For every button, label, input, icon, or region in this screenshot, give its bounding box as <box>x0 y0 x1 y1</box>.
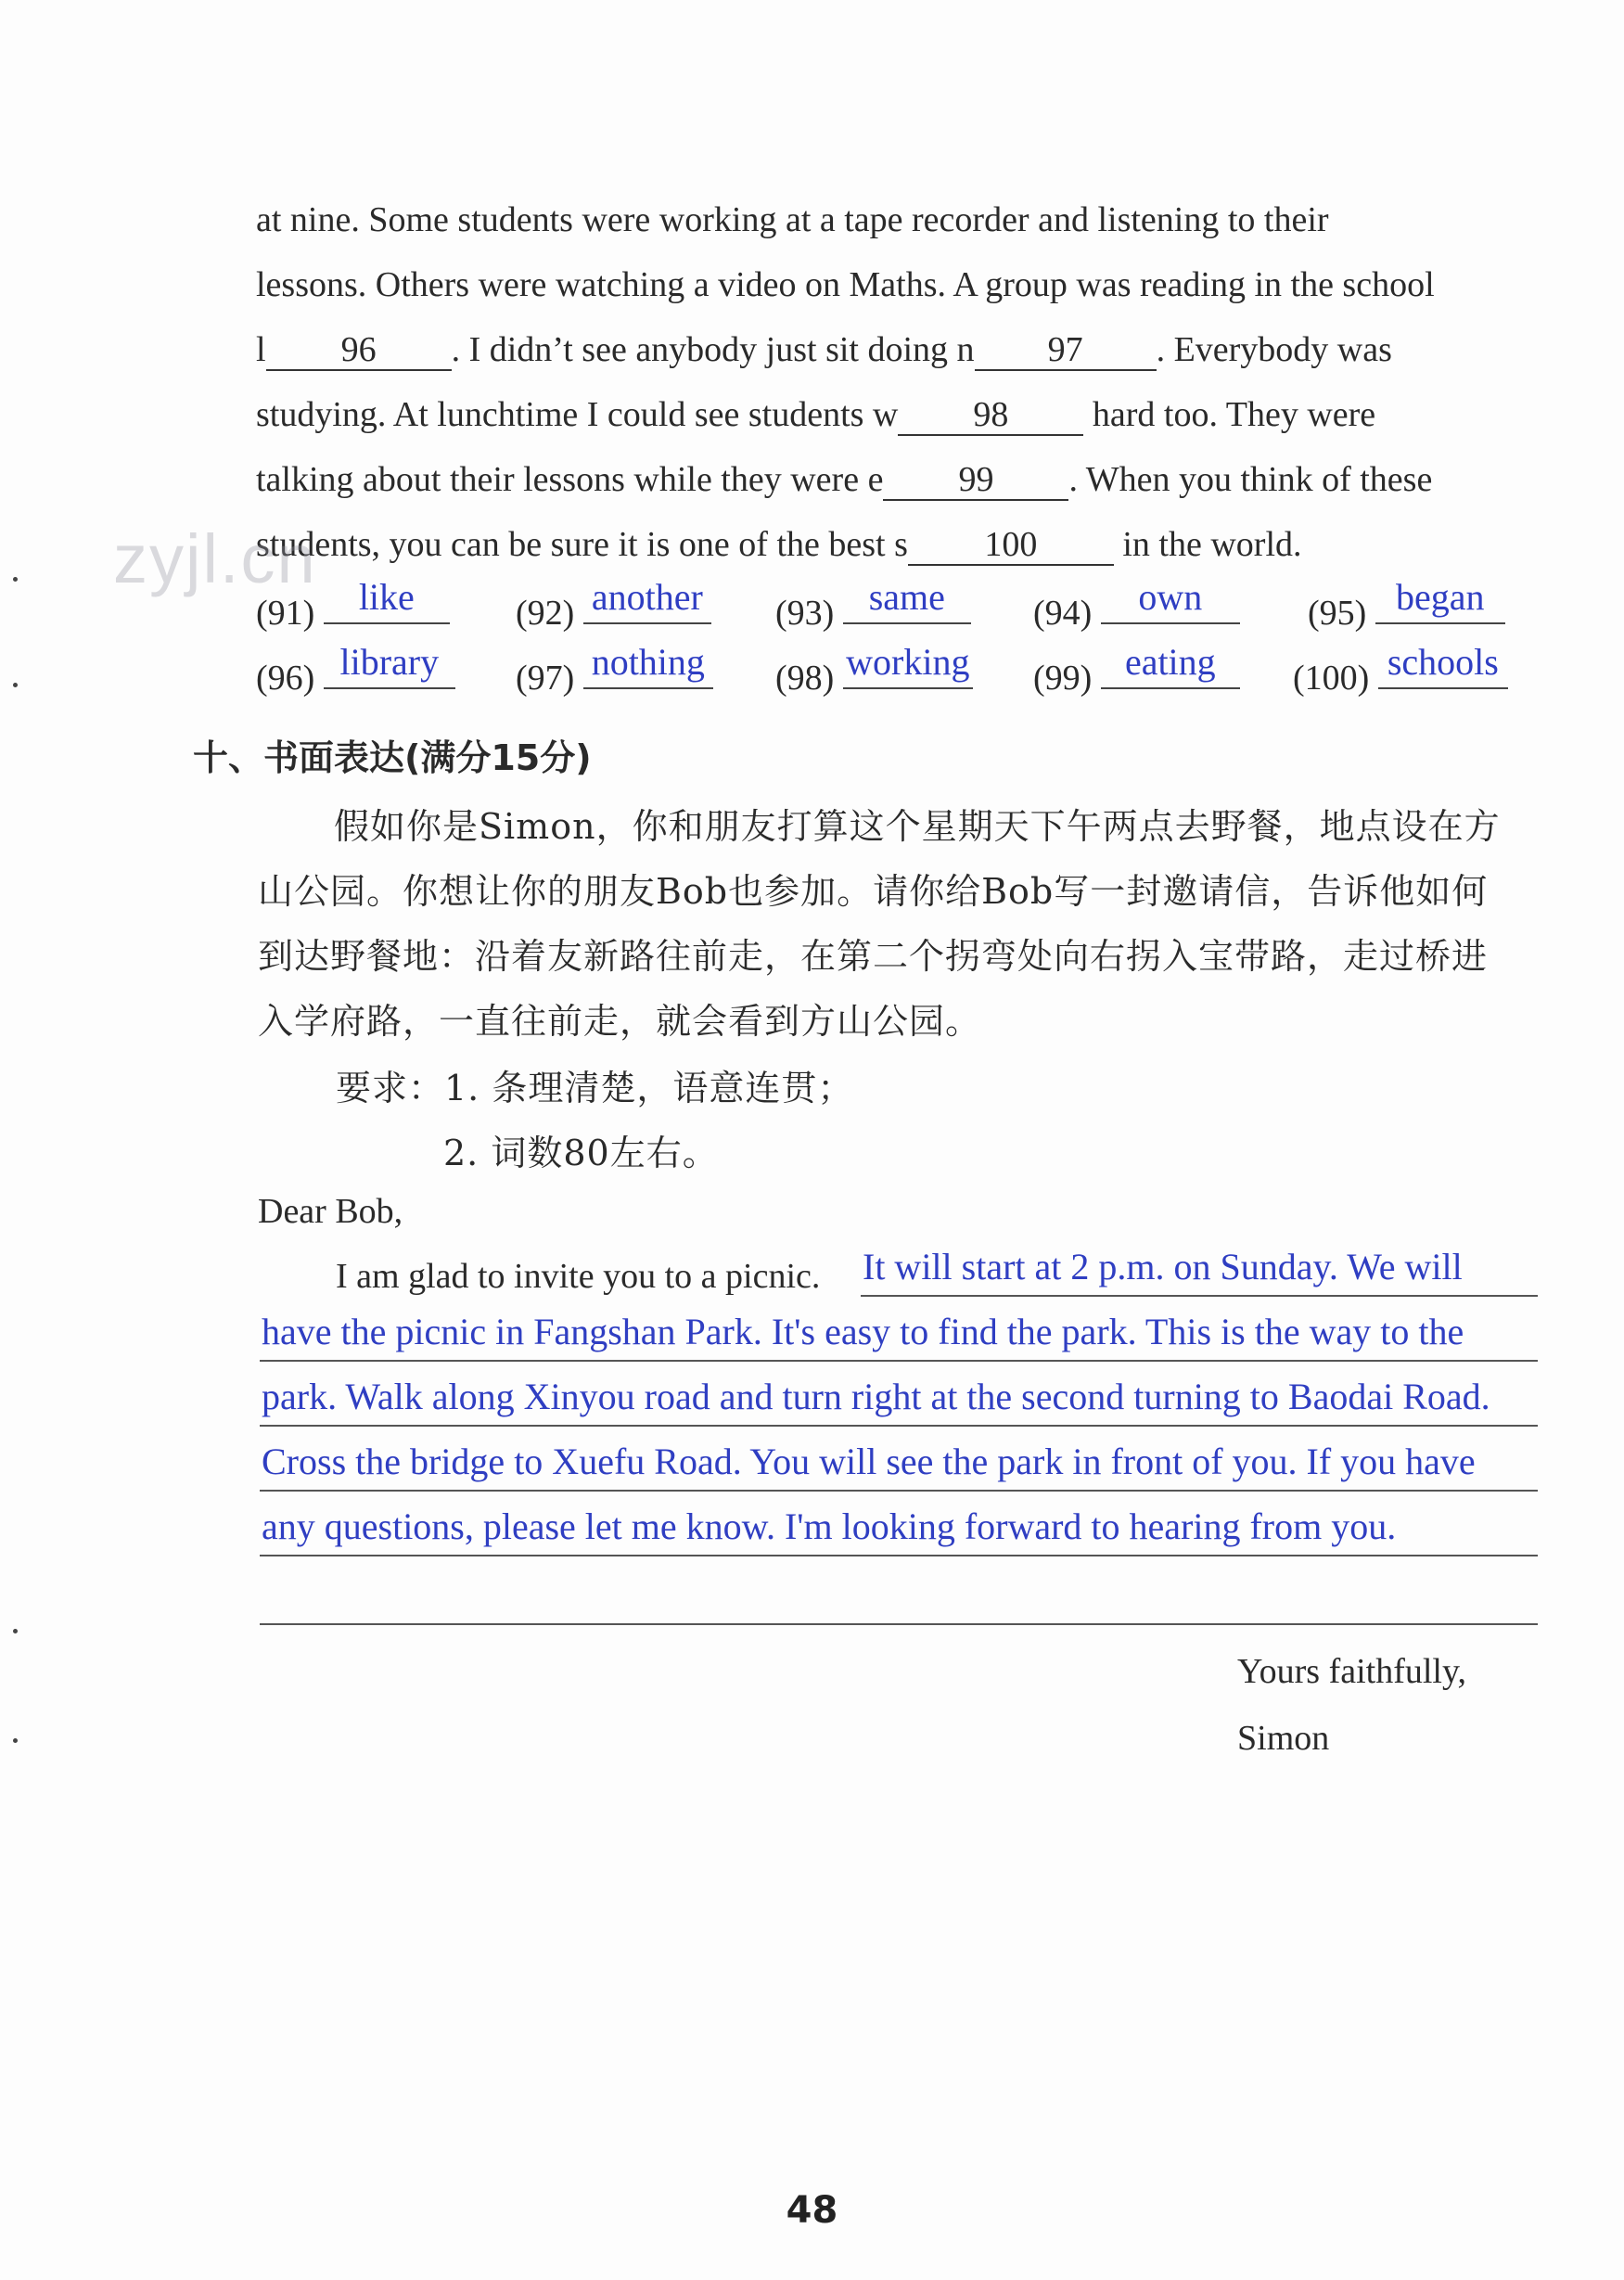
answer-98: working <box>843 640 973 689</box>
passage-line-1: at nine. Some students were working at a tape recorder and listening to their <box>256 200 1329 239</box>
passage-line-3: l 96 . I didn’t see anybody just sit doing n 97 . Everybody was <box>256 330 1392 369</box>
answer-91: like <box>324 575 450 624</box>
passage-line-4: studying. At lunchtime I could see students w 98 hard too. They were <box>256 395 1376 434</box>
writing-rule <box>861 1295 1538 1297</box>
writing-rule <box>260 1555 1538 1556</box>
requirement-2: 2. 词数80左右。 <box>443 1133 719 1173</box>
answer-94: own <box>1101 575 1240 624</box>
answer-97: nothing <box>583 640 713 689</box>
blank-99: 99 <box>883 462 1068 501</box>
requirement-1: 要求：1. 条理清楚，语意连贯； <box>336 1068 854 1108</box>
letter-closing: Yours faithfully, <box>1237 1652 1467 1691</box>
margin-dot <box>13 1629 18 1633</box>
prompt-line-1: 假如你是Simon，你和朋友打算这个星期天下午两点去野餐，地点设在方 <box>334 806 1501 847</box>
margin-dot <box>13 1738 18 1743</box>
page-number: 48 <box>786 2189 838 2232</box>
writing-rule <box>260 1360 1538 1362</box>
blank-98: 98 <box>898 397 1083 436</box>
written-line-2: have the picnic in Fangshan Park. It's easy to find the park. This is the way to the <box>262 1311 1464 1352</box>
written-line-5: any questions, please let me know. I'm looking forward to hearing from you. <box>262 1505 1397 1547</box>
prompt-line-2: 山公园。你想让你的朋友Bob也参加。请你给Bob写一封邀请信，告诉他如何 <box>258 871 1489 912</box>
written-line-3: park. Walk along Xinyou road and turn right at the second turning to Baodai Road. <box>262 1376 1490 1417</box>
blank-96: 96 <box>266 332 452 371</box>
letter-signature: Simon <box>1237 1719 1330 1758</box>
answer-92: another <box>583 575 711 624</box>
letter-greeting: Dear Bob, <box>258 1192 403 1231</box>
answer-96: library <box>324 640 455 689</box>
passage-line-2: lessons. Others were watching a video on Maths. A group was reading in the school <box>256 265 1435 304</box>
writing-rule <box>260 1490 1538 1492</box>
written-line-4: Cross the bridge to Xuefu Road. You will see the park in front of you. If you have <box>262 1441 1476 1482</box>
letter-opening: I am glad to invite you to a picnic. <box>336 1257 821 1296</box>
answer-100: schools <box>1378 640 1508 689</box>
answer-99: eating <box>1101 640 1240 689</box>
passage-line-6: students, you can be sure it is one of the best s 100 in the world. <box>256 525 1302 564</box>
prompt-line-4: 入学府路，一直往前走，就会看到方山公园。 <box>258 1001 982 1042</box>
writing-rule <box>260 1425 1538 1427</box>
margin-dot <box>13 577 18 582</box>
passage-line-5: talking about their lessons while they were e 99 . When you think of these <box>256 460 1433 499</box>
margin-dot <box>13 683 18 687</box>
answer-95: began <box>1375 575 1505 624</box>
blank-100: 100 <box>908 527 1114 566</box>
writing-rule <box>260 1623 1538 1625</box>
answer-93: same <box>843 575 971 624</box>
blank-97: 97 <box>975 332 1157 371</box>
watermark: zyjl.cn <box>113 520 317 597</box>
written-line-1: It will start at 2 p.m. on Sunday. We will <box>863 1246 1463 1287</box>
prompt-line-3: 到达野餐地：沿着友新路往前走，在第二个拐弯处向右拐入宝带路，走过桥进 <box>258 936 1489 977</box>
section-title: 十、书面表达(满分15分) <box>193 737 592 778</box>
